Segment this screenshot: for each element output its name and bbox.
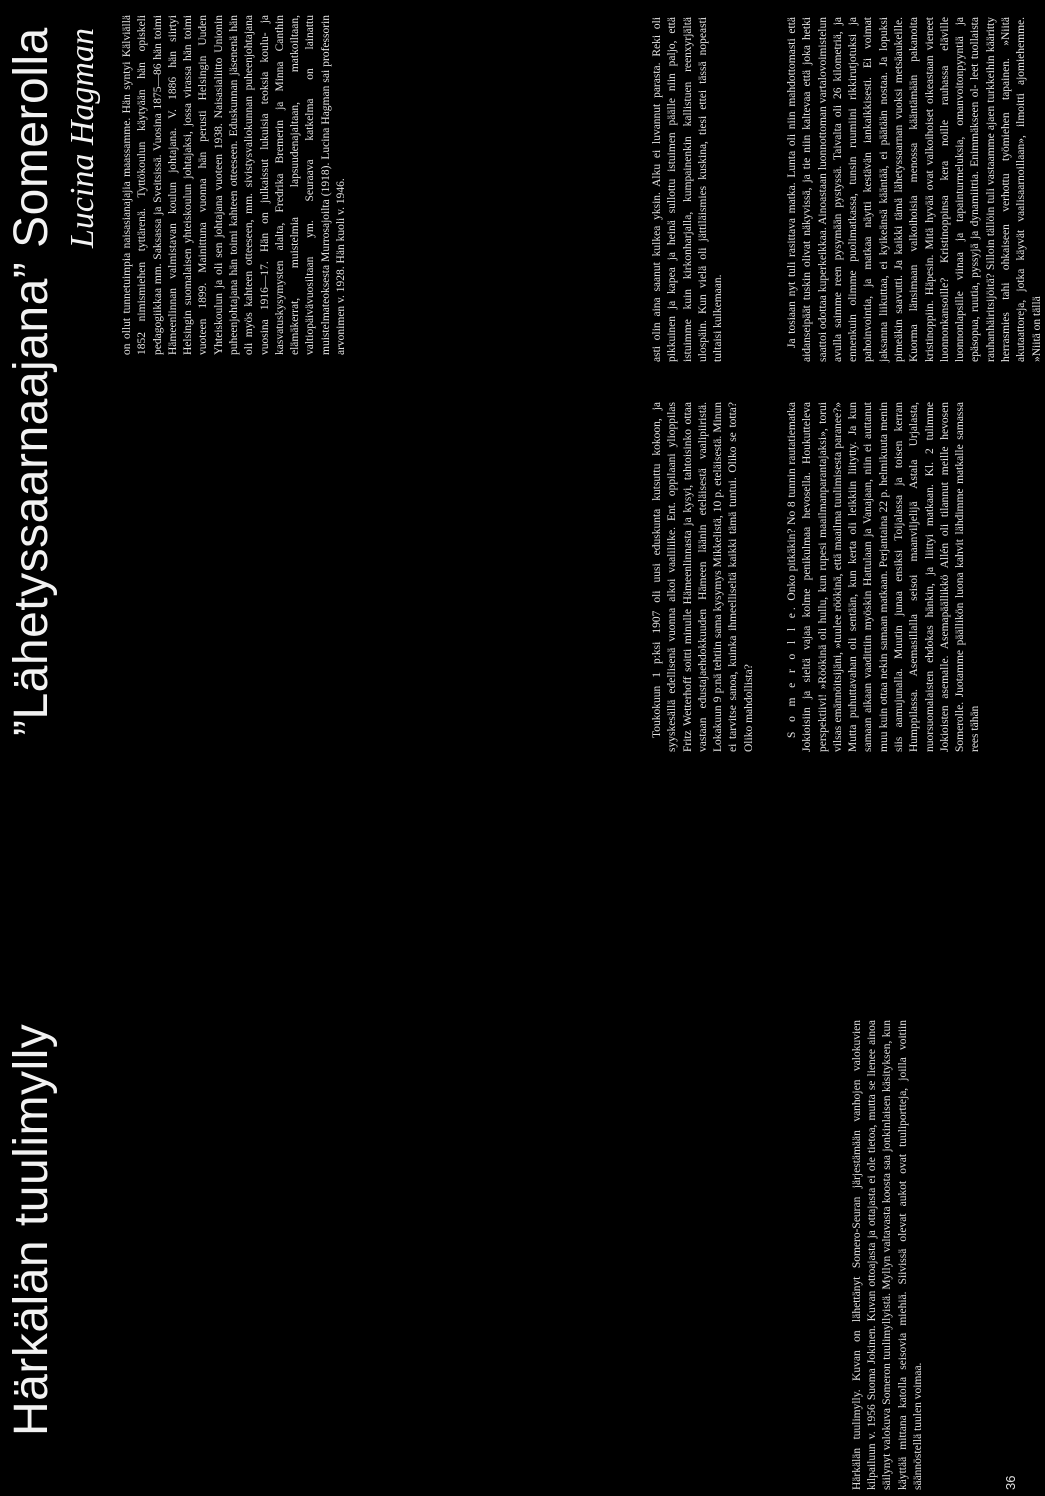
article-section1-column-right bbox=[650, 17, 726, 362]
left-page bbox=[0, 776, 1024, 1496]
article-section2-column-left bbox=[785, 402, 984, 752]
article-byline: Lucina Hagman bbox=[64, 28, 101, 249]
left-page-title: Härkälän tuulimylly bbox=[5, 1023, 58, 1436]
article-paragraph: asti olin aina saanut kulkea yksin. Alku ei luvannut parasta. Reki oli pikkuinen ja kapea ja heinä sullottu istuimen päälle niin paljo, että istuimme kuin kirkonharjalla, kumpainenkin kallistuen reenxyrjältä ulospäin. Kun vielä oli jättiläismies kuskina, tiesi ettei tässä nopeasti tultaisi kulkemaan. bbox=[651, 17, 725, 362]
page-number: 36 bbox=[1003, 1475, 1018, 1490]
article-paragraph: Ja tosiaan nyt tuli rasittava matka. Lunta oli niin mahdottomasti että aidanseipäät tuskin olivat näkyvissä, ja tie niin kaltevaa että joka hetki saattoi odottaa kuperkeikkaa. Ainoastaan luonnottoman vartalovoimistelun avulla saimme reen pysymään pystyssä. Taivalta oli 26 kilometriä, ja ennenkuin olimme puolimatkassa, tunsin ruumiini rikkirutjotuksi ja pahoinvointia, ja matkaa näytti kestävän iankaikkisesti. Ei voimat jaksanna liikuttaa, ei kyikeänsä kääntää, ei päätään nostaa. Ja lopuksi pimeäkin saavutti. Ja kaikki tämä lähetyssaarnan vuoksi metsäaukeille. Kuorma länsimaan valkoihoisia menossa kääntämään pakanoita kristinoppiin. Häpesin. Mitä hyvää ovat valkoihoiset oikeastaan vieneet luonnonkansoille? Kristinoppinsa kera noille rauhassa eläville luonnonlapsille viinaa ja tapainturmeluksia, omanvoitonpyyntiä ja epäsopua, ruutia, pyssyjä ja dynamiittia. Enimmäkseen ol- leet tuollaista rauhanhäiritsijöitä? Silloin tällöin tuli vastaamme ajaen turkkeihin kääritty herrasmies tahi ohkaiseen verhottu työmiehen tapainen. »Niitä akutaattoreja, jotka käyvät vaalisaarnoillaan», ilmoitti ajomiehemme. »Niitä on tällä bbox=[786, 17, 1043, 362]
article-section1-column-left bbox=[650, 402, 757, 752]
photo-caption: Härkälän tuulimylly. Kuvan on lähettänyt Somero-Seuran järjestämään vanhojen valokuvien kilpailuun v. 1956 Suoma Jokinen. Kuvan ottoajasta ja ottajasta ei ole tietoa, mutta se lienee ainoa säilynyt valokuva Someron tuulimyllyistä. Myllyn valtavasta koosta saa jonkinlaisen käsityksen, kun käyttää mittana katolla seisovia miehiä. Siivissä olevat aukot ovat tuuliportteja, joilla voitiin säännöstellä tuulen voimaa. bbox=[851, 1020, 924, 1490]
article-paragraph: Toukokuun 1 p:ksi 1907 oli uusi eduskunta kutsuttu kokoon, ja syyskesällä edellisenä vuonna alkoi vaaliliike. Ent. oppilaani ylioppilas Fritz Wetterhoff soitti minulle Hämeenlinnasta ja kysyi, tahtoisinko ottaa vastaan edustajaehdokkuuden Hämeen läänin eteläisestä vaalipiiristä. Lokakuun 9 p:nä tehtiin sama kysymys Mikkelistä, 10 p. eteläisestä. Minun ei tarvitse sanoa, kuinka ihmeelliseltä kaikki tämä tuntui. Oliko se totta? Oliko mahdollista? bbox=[651, 402, 755, 752]
author-bio-text: on ollut tunnetuimpia naisasianajajia maassamme. Hän syntyi Kälviällä 1852 nimismiehen tyttärenä. Tyttökoulun käytyään hän opiskeli pedagogiikkaa mm. Saksassa ja Sveitsissä. Vuosina 1875—86 hän toimi Hämeenlinnan valmistavan koulun johtajana. V. 1886 hän siirtyi Helsingin suomalaisen yhteiskoulun johtajaksi, jossa virassa hän toimi vuoteen 1899. Mainittuna vuonna hän perusti Helsingin Uuden Yhteiskoulun ja oli sen johtajana vuoteen 1938. Naisasialiitto Unionin puheenjohtajana hän toimi kahteen otteeseen. Eduskunnan jäsenenä hän oli myös kahteen otteeseen, mm. sivistysvaliokunnan puheenjohtajana vuosina 1916—17. Hän on julkaissut lukuisia teoksia koulu- ja kasvatuskysymysten alalta, Fredrika Bremerin ja Minna Canthin elämäkerrat, muistelmia lapsuudenajaltaan, matkoiltaan, valtiopäivävuosiltaan ym. Seuraava katkelma on lainattu muistelmateoksesta Murrosajoilta (1918). Lucina Hagman sai professorin arvonimen v. 1928. Hän kuoli v. 1946. bbox=[121, 15, 347, 355]
article-paragraph: Onko pitkäkin? No 8 tunnin rautatiematka Jokioisiin ja sieltä vajaa kolme penikulmaa hevosella. Houkutteleva perspektiivi! »Röökinä oli hullu, kun rupesi maailmanparantajaksi», torui vilsas emännöitsijäni, »tuulee röökinä, että maailma tuulimisesta paranee?» Mutta puhuttavahan oli sentään, kun kerta oli leikkiin liitytty. Ja kun samaan aikaan vaadittiin myöskin Hattulaan ja Vanajaan, niin ei auttanut muu kuin ottaa nekin samaan matkaan. Perjantaina 22 p. helmikuuta menin siis aamujunalla. Muutin junaa ensiksi Toijalassa ja toisen kerran Humppilassa. Asemasillalla seisoi maanviljelijä Astala Urjalasta, nuorsuomalaisten ehdokas hänkin, ja liittyi matkaan. Kl. 2 tulimme Jokioisten asemalle. Asemapäällikkö Allén oli tilannut meille hevosen Somerolle. Juotamme päällikön luona kahvit lähdimme matkalle samassa rees tähän bbox=[786, 402, 982, 752]
author-bio bbox=[120, 15, 349, 355]
article-title: ”Lähetyssaarnaajana” Somerolla bbox=[5, 27, 58, 736]
article-section2-column-right bbox=[785, 17, 1045, 362]
section-heading: S o m e r o l l e. bbox=[786, 604, 798, 738]
